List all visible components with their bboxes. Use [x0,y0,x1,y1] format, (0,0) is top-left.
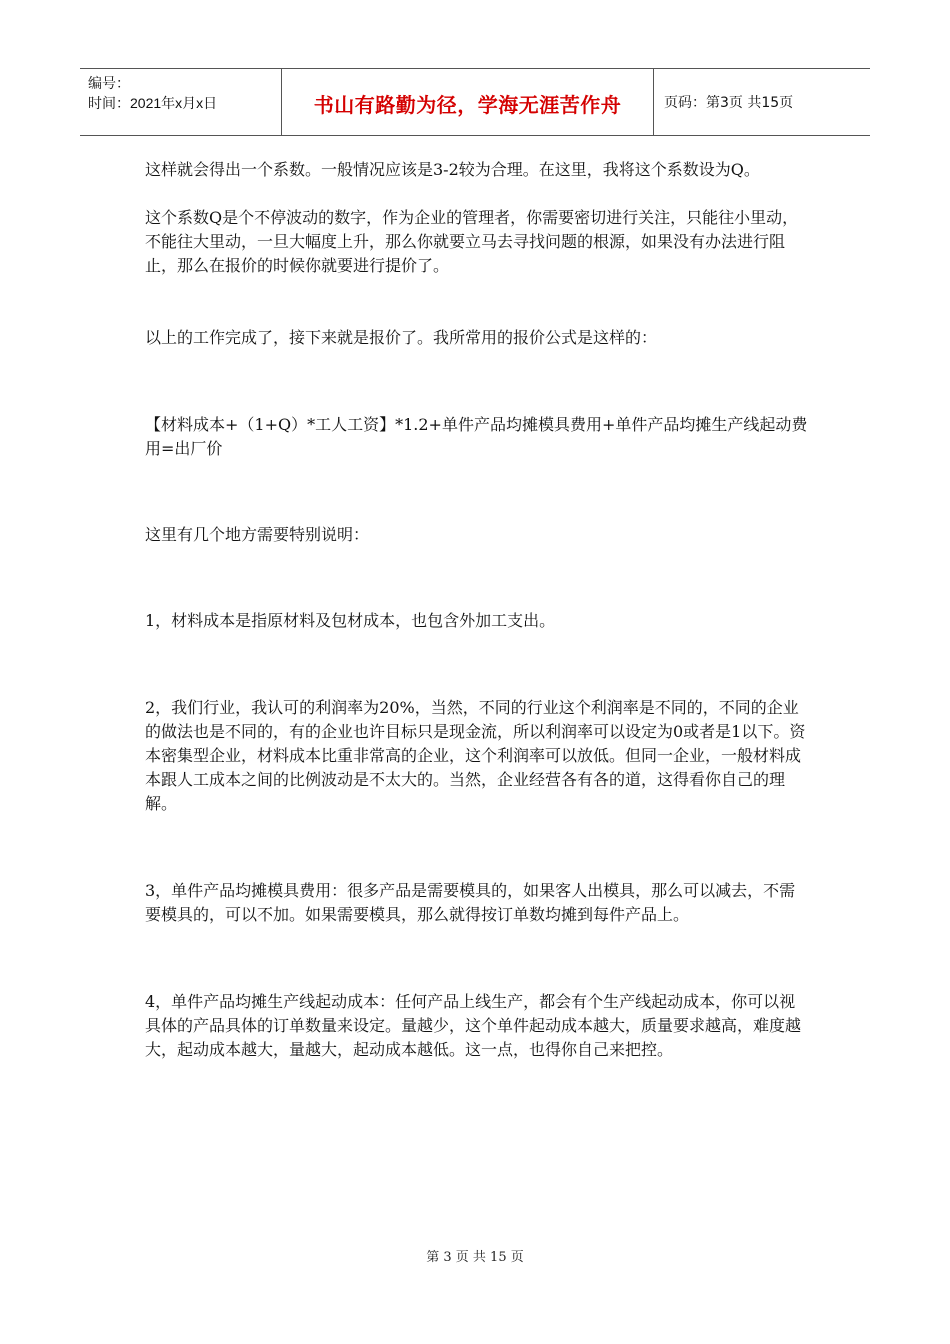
header-motto-cell [282,69,654,135]
paragraph: 【材料成本+（1+Q）*工人工资】*1.2+单件产品均摊模具费用+单件产品均摊生产线起动费用=出厂价 [145,415,808,458]
paragraph: 3，单件产品均摊模具费用：很多产品是需要模具的，如果客人出模具，那么可以减去，不需要模具的，可以不加。如果需要模具，那么就得按订单数均摊到每件产品上。 [145,881,796,924]
page-info: 页码：第3页 共15页 [664,95,794,111]
page-header [80,68,870,136]
number-label: 编号： [88,75,130,91]
footer-page-number: 第 3 页 共 15 页 [426,1250,524,1265]
page-footer [0,1246,950,1265]
paragraph: 以上的工作完成了，接下来就是报价了。我所常用的报价公式是这样的： [145,328,658,347]
paragraph: 这个系数Q是个不停波动的数字，作为企业的管理者，你需要密切进行关注，只能往小里动，不能往大里动，一旦大幅度上升，那么你就要立马去寻找问题的根源，如果没有办法进行阻止，那么在报价的时候你就要进行提价了。 [145,208,799,275]
document-body [145,158,810,1062]
header-page-cell [654,69,870,135]
time-label: 时间：2021年x月x日 [88,95,218,111]
paragraph: 这里有几个地方需要特别说明： [145,525,370,544]
paragraph: 1，材料成本是指原材料及包材成本，也包含外加工支出。 [145,611,556,630]
paragraph: 这样就会得出一个系数。一般情况应该是3-2较为合理。在这里，我将这个系数设为Q。 [145,160,760,179]
header-meta [80,69,282,135]
paragraph: 4，单件产品均摊生产线起动成本：任何产品上线生产，都会有个生产线起动成本，你可以视具体的产品具体的订单数量来设定。量越少，这个单件起动成本越大，质量要求越高，难度越大，起动成本越大，量越大，起动成本越低。这一点，也得你自己来把控。 [145,992,802,1059]
paragraph: 2，我们行业，我认可的利润率为20%，当然，不同的行业这个利润率是不同的，不同的企业的做法也是不同的，有的企业也许目标只是现金流，所以利润率可以设定为0或者是1以下。资本密集型企业，材料成本比重非常高的企业，这个利润率可以放低。但同一企业，一般材料成本跟人工成本之间的比例波动是不太大的。当然，企业经营各有各的道，这得看你自己的理解。 [145,698,806,813]
motto: 书山有路勤为径，学海无涯苦作舟 [313,92,622,117]
